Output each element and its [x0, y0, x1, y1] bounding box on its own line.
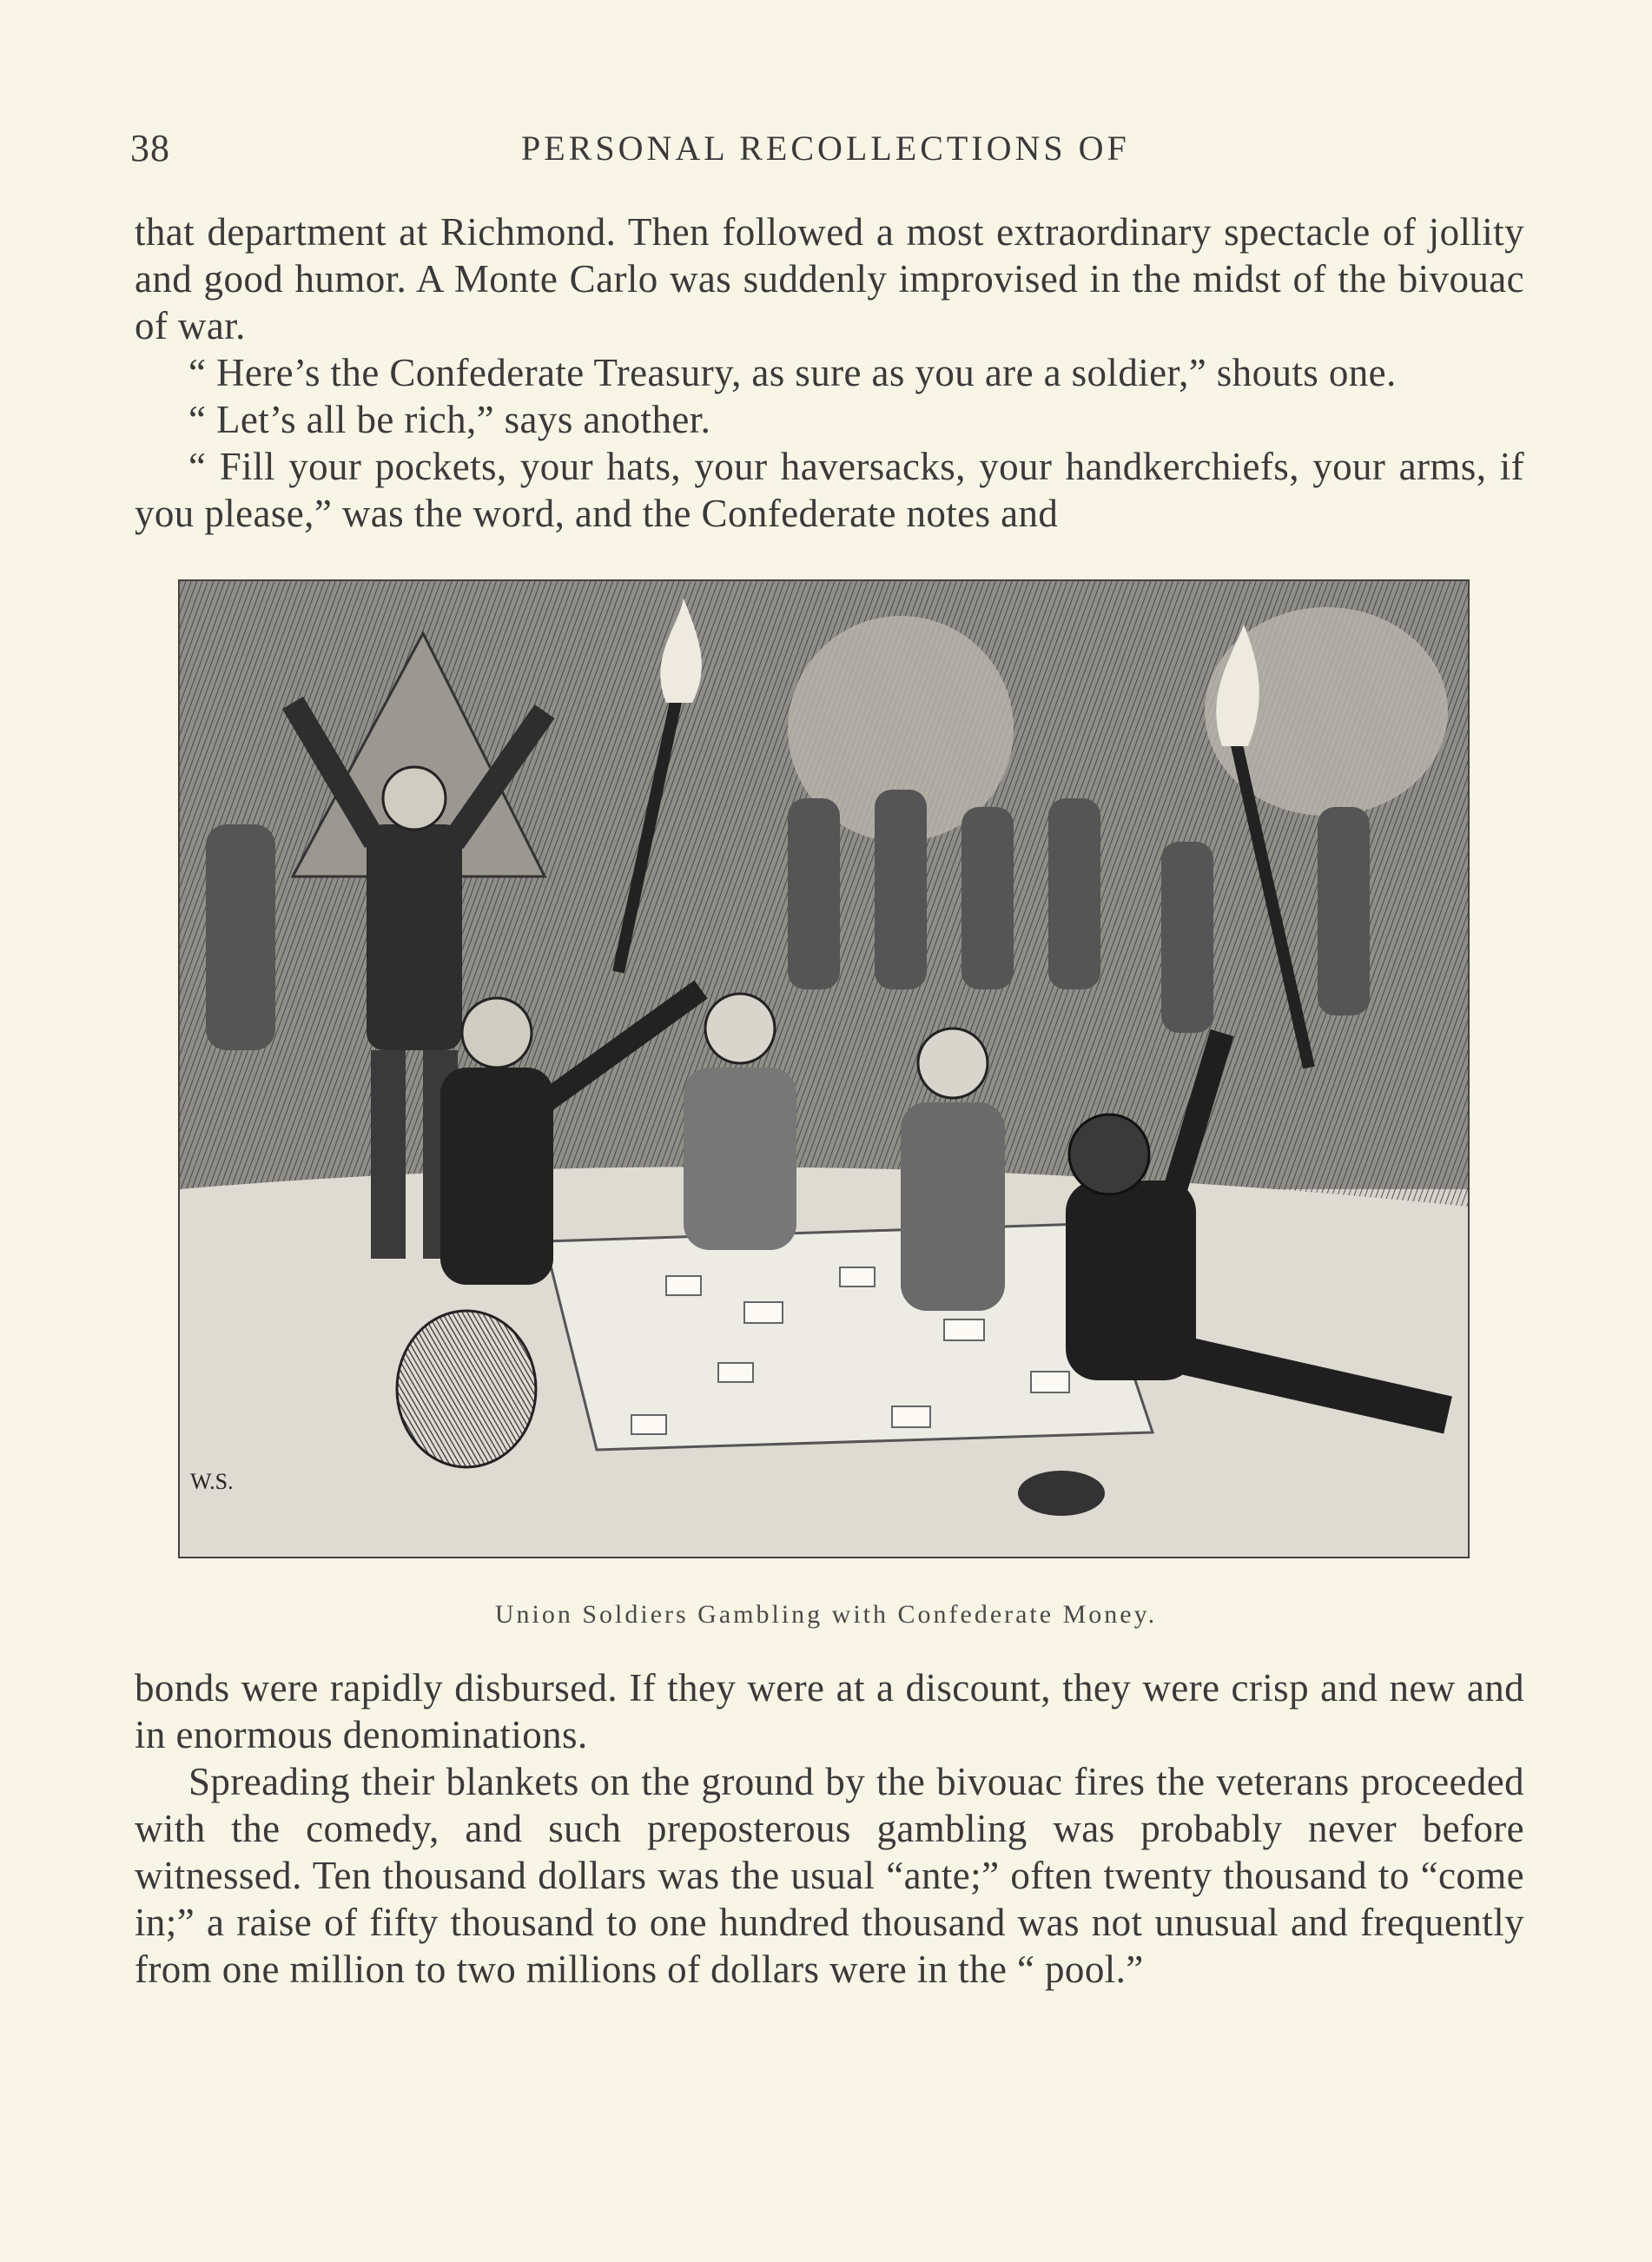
paragraph: “ Here’s the Confederate Treasury, as sure as you are a soldier,” shouts one.	[188, 351, 1397, 394]
body-text-bottom	[135, 1664, 1524, 1993]
page-number: 38	[130, 127, 170, 169]
paragraph: “ Let’s all be rich,” says another.	[188, 398, 711, 441]
paragraph: that department at Richmond. Then followed a most extraordinary spectacle of jollity and good humor. A Monte Carlo was suddenly improvised in the midst of the bivouac of war.	[135, 210, 1524, 347]
paragraph: bonds were rapidly disbursed. If they were at a discount, they were crisp and new and in enormous denominations.	[135, 1666, 1524, 1756]
paragraph: “ Fill your pockets, your hats, your haversacks, your handkerchiefs, your arms, if you please,” was the word, and the Confederate notes and	[135, 445, 1524, 535]
illustration-caption: Union Soldiers Gambling with Confederate Money.	[494, 1600, 1158, 1629]
page-header	[130, 126, 1520, 178]
engraving-illustration	[178, 579, 1470, 1558]
artist-signature: W.S.	[190, 1469, 234, 1494]
hat	[1018, 1471, 1105, 1516]
body-text-top	[135, 208, 1524, 537]
engraving-scene	[180, 581, 1468, 1557]
paragraph: Spreading their blankets on the ground by the bivouac fires the veterans proceeded with the comedy, and such preposterous gambling was probably never before witnessed. Ten thousand dollars was the usual “ante;” often twenty thousand to “come in;” a raise of fifty thousand to one hundred thousand was not unusual and frequently from one million to two millions of dollars were in the “ pool.”	[135, 1760, 1524, 1991]
running-head: PERSONAL RECOLLECTIONS OF	[521, 129, 1130, 168]
